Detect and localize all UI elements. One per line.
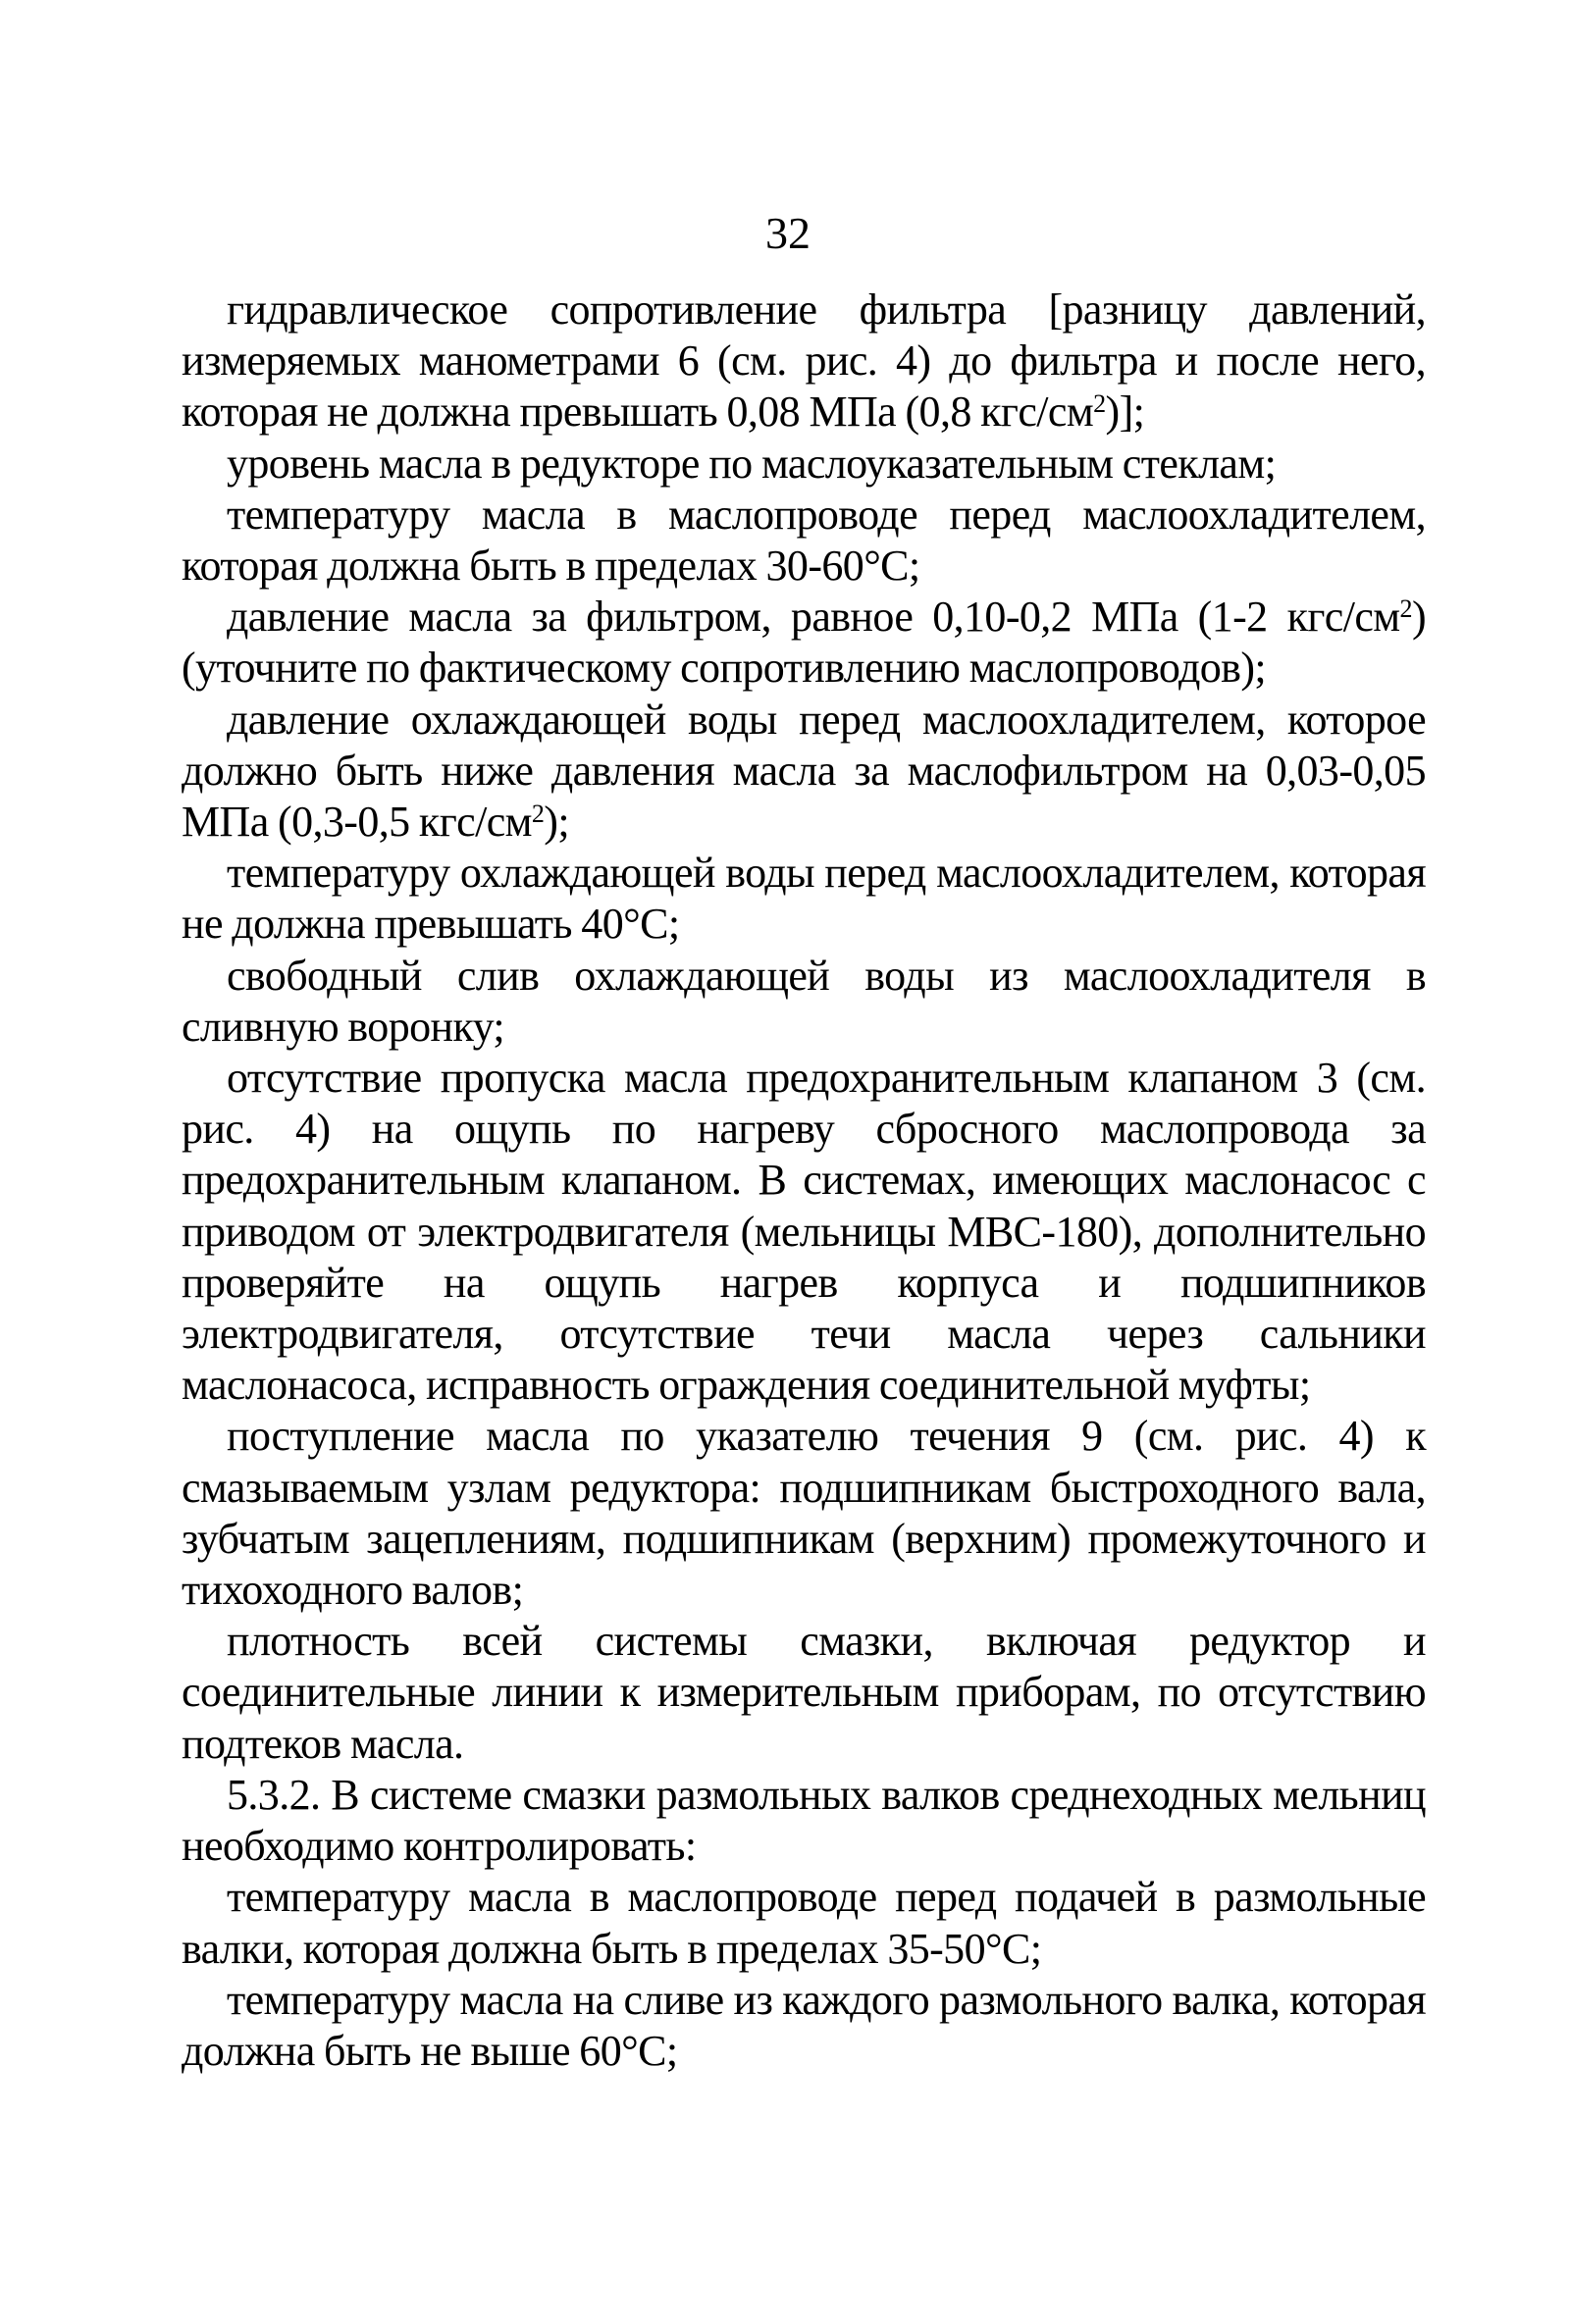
paragraph-oil-pressure-filter: давление масла за фильтром, равное 0,10-0,2 МПа (1-2 кгс/$см^2$) (уточните по фактическому сопротивлению маслопроводов); [182, 593, 1426, 693]
paragraph-free-drain: свободный слив охлаждающей воды из маслоохладителя в сливную воронку; [182, 951, 1426, 1051]
paragraph-section-5-3-2: 5.3.2. В системе смазки размольных валков среднеходных мельниц необходимо контролировать: [182, 1770, 1426, 1871]
paragraph-cooling-water-pressure: давление охлаждающей воды перед маслоохладителем, которое должно быть ниже давления масла за маслофильтром на 0,03-0,05 МПа (0,3-0,5 кгс/$см^2$); [182, 695, 1426, 847]
paragraph-system-tightness: плотность всей системы смазки, включая редуктор и соединительные линии к измерительным приборам, по отсутствию подтеков масла. [182, 1617, 1426, 1768]
paragraph-oil-temperature-pipeline: температуру масла в маслопроводе перед маслоохладителем, которая должна быть в пределах 30-60°С; [182, 490, 1426, 591]
document-body [182, 284, 1426, 2077]
paragraph-roller-inlet-temperature: температуру масла в маслопроводе перед подачей в размольные валки, которая должна быть в пределах 35-50°С; [182, 1873, 1426, 1973]
page-number: 32 [765, 208, 811, 258]
paragraph-cooling-water-temperature: температуру охлаждающей воды перед маслоохладителем, которая не должна превышать 40°С; [182, 849, 1426, 949]
paragraph-hydraulic-resistance: гидравлическое сопротивление фильтра [разницу давлений, измеряемых манометрами 6 (см. рис. 4) до фильтра и после него, которая не должна превышать 0,08 МПа (0,8 кгс/$см^2$)]; [182, 285, 1426, 437]
paragraph-oil-level: уровень масла в редукторе по маслоуказательным стеклам; [227, 439, 1277, 488]
paragraph-roller-drain-temperature: температуру масла на сливе из каждого размольного валка, которая должна быть не выше 60°С; [182, 1975, 1426, 2075]
paragraph-oil-flow: поступление масла по указателю течения 9 (см. рис. 4) к смазываемым узлам редуктора: подшипникам быстроходного вала, зубчатым зацеплениям, подшипникам (верхним) промежуточного и тихоходного валов; [182, 1412, 1426, 1615]
paragraph-safety-valve: отсутствие пропуска масла предохранительным клапаном 3 (см. рис. 4) на ощупь по нагреву сбросного маслопровода за предохранительным клапаном. В системах, имеющих маслонасос с приводом от электродвигателя (мельницы МВС-180), дополнительно проверяйте на ощупь нагрев корпуса и подшипников электродвигателя, отсутствие течи масла через сальники маслонасоса, исправность ограждения соединительной муфты; [182, 1054, 1426, 1410]
